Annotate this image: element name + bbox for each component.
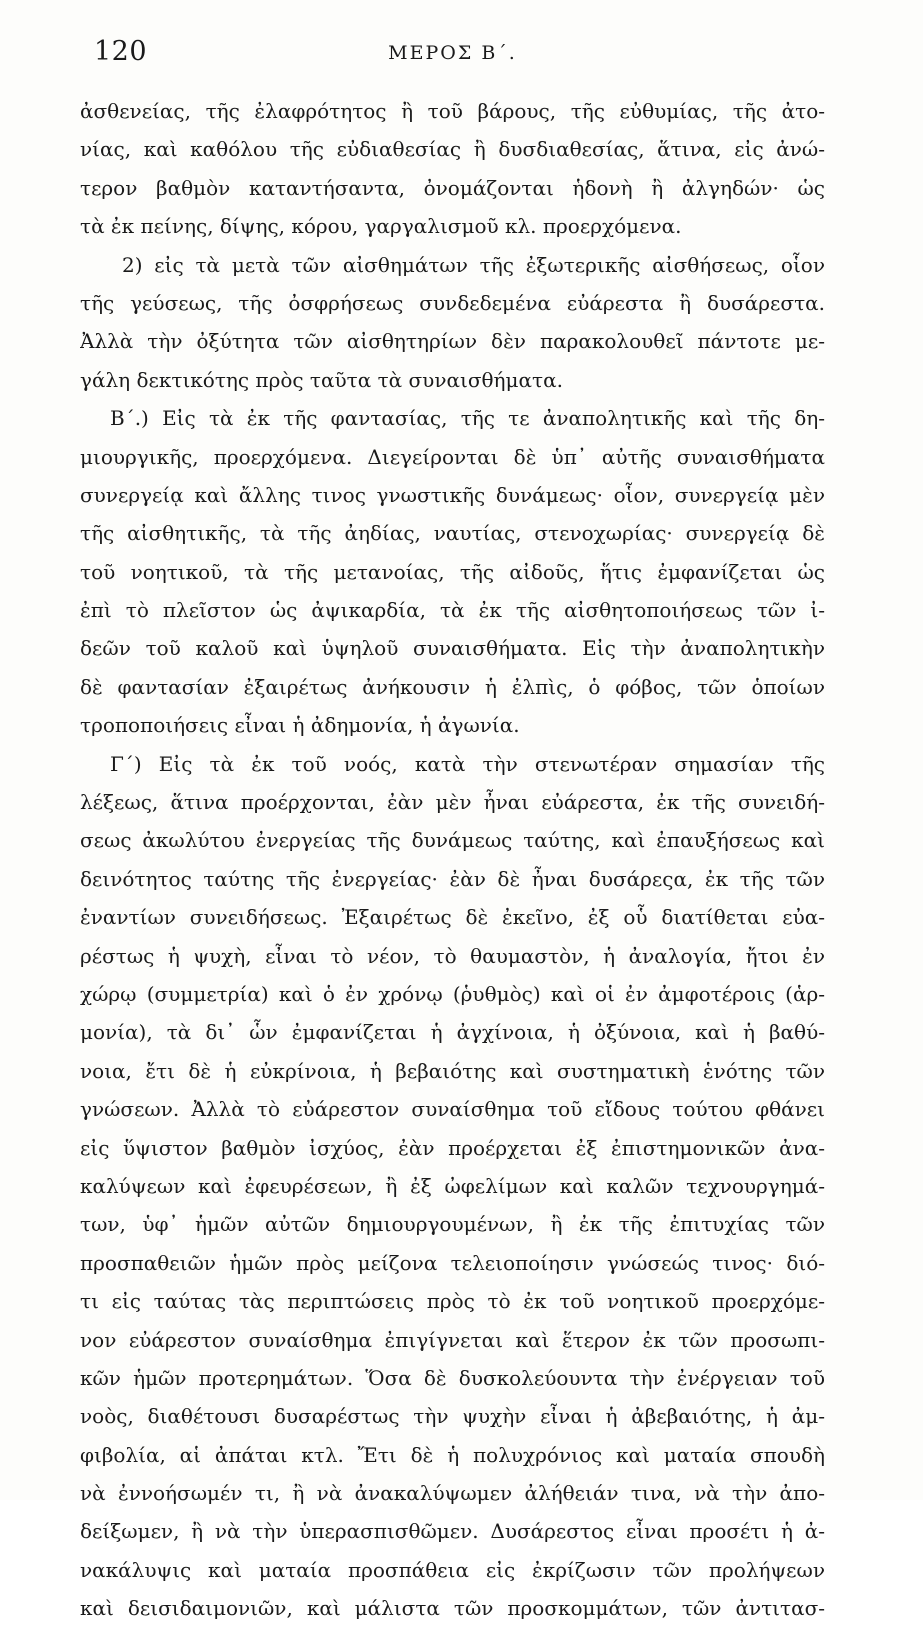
- text-line: γνώσεων. Ἀλλὰ τὸ εὐάρεστον συναίσθημα τοῦ εἴδους τούτου φθάνει: [80, 1097, 825, 1122]
- text-line: Γ΄) Εἰς τὰ ἐκ τοῦ νοός, κατὰ τὴν στενωτέραν σημασίαν τῆς: [110, 751, 825, 776]
- text-line: δεῶν τοῦ καλοῦ καὶ ὑψηλοῦ συναισθήματα. Εἰς τὴν ἀναπολητικὴν: [80, 636, 825, 661]
- text-line: λέξεως, ἅτινα προέρχονται, ἐὰν μὲν ἦναι εὐάρεστα, ἐκ τῆς συνειδή-: [80, 790, 825, 815]
- text-line: τοῦ νοητικοῦ, τὰ τῆς μετανοίας, τῆς αἰδοῦς, ἥτις ἐμφανίζεται ὡς: [80, 559, 825, 584]
- page-number: 120: [94, 36, 148, 67]
- text-line: τῆς αἰσθητικῆς, τὰ τῆς ἀηδίας, ναυτίας, στενοχωρίας· συνεργείᾳ δὲ: [80, 521, 825, 546]
- text-line: σεως ἀκωλύτου ἐνεργείας τῆς δυνάμεως ταύτης, καὶ ἐπαυξήσεως καὶ: [80, 828, 825, 853]
- text-line: νοια, ἔτι δὲ ἡ εὐκρίνοια, ἡ βεβαιότης καὶ συστηματικὴ ἑνότης τῶν: [80, 1058, 825, 1083]
- body-text: [80, 92, 825, 1628]
- text-line: ἀσθενείας, τῆς ἐλαφρότητος ἢ τοῦ βάρους, τῆς εὐθυμίας, τῆς ἀτο-: [80, 99, 825, 123]
- page-header: [80, 36, 825, 76]
- text-line: γάλη δεκτικότης πρὸς ταῦτα τὰ συναισθήματα.: [80, 367, 563, 392]
- text-line: τροποποιήσεις εἶναι ἡ ἀδημονία, ἡ ἀγωνία.: [80, 713, 520, 738]
- text-line: ρέστως ἡ ψυχὴ, εἶναι τὸ νέον, τὸ θαυμαστὸν, ἡ ἀναλογία, ἤτοι ἐν: [80, 943, 825, 968]
- text-line: καλύψεων καὶ ἐφευρέσεων, ἢ ἐξ ὠφελίμων καὶ καλῶν τεχνουργημά-: [80, 1173, 825, 1198]
- text-line: εἰς ὕψιστον βαθμὸν ἰσχύος, ἐὰν προέρχεται ἐξ ἐπιστημονικῶν ἀνα-: [80, 1135, 825, 1160]
- text-line: νὰ ἐννοήσωμέν τι, ἢ νὰ ἀνακαλύψωμεν ἀλήθειάν τινα, νὰ τὴν ἀπο-: [80, 1481, 825, 1506]
- text-line: χώρῳ (συμμετρία) καὶ ὁ ἐν χρόνῳ (ῥυθμὸς) καὶ οἱ ἐν ἀμφοτέροις (ἁρ-: [80, 981, 825, 1006]
- text-line: μονία), τὰ δι᾽ ὧν ἐμφανίζεται ἡ ἀγχίνοια, ἡ ὀξύνοια, καὶ ἡ βαθύ-: [80, 1020, 825, 1045]
- running-title: ΜΕΡΟΣ Β΄.: [388, 42, 517, 64]
- text-line: ἐναντίων συνειδήσεως. Ἐξαιρέτως δὲ ἐκεῖνο, ἐξ οὗ διατίθεται εὐα-: [80, 905, 825, 930]
- text-line: προσπαθειῶν ἡμῶν πρὸς μείζονα τελειοποίησιν γνώσεώς τινος· διό-: [80, 1250, 825, 1275]
- text-line: νίας, καὶ καθόλου τῆς εὐδιαθεσίας ἢ δυσδιαθεσίας, ἅτινα, εἰς ἀνώ-: [80, 137, 825, 162]
- text-line: των, ὑφ᾽ ἡμῶν αὐτῶν δημιουργουμένων, ἢ ἐκ τῆς ἐπιτυχίας τῶν: [80, 1212, 825, 1237]
- text-line: Ἀλλὰ τὴν ὀξύτητα τῶν αἰσθητηρίων δὲν παρακολουθεῖ πάντοτε με-: [80, 329, 825, 354]
- text-line: μιουργικῆς, προερχόμενα. Διεγείρονται δὲ ὑπ᾽ αὐτῆς συναισθήματα: [80, 444, 825, 469]
- text-line: νακάλυψις καὶ ματαία προσπάθεια εἰς ἐκρίζωσιν τῶν προλήψεων: [80, 1557, 825, 1582]
- text-line: δεινότητος ταύτης τῆς ἐνεργείας· ἐὰν δὲ ἦναι δυσάρεςα, ἐκ τῆς τῶν: [80, 866, 825, 891]
- text-line: νον εὐάρεστον συναίσθημα ἐπιγίγνεται καὶ ἕτερον ἐκ τῶν προσωπι-: [80, 1327, 825, 1352]
- text-line: καὶ δεισιδαιμονιῶν, καὶ μάλιστα τῶν προσκομμάτων, τῶν ἀντιτασ-: [80, 1596, 825, 1621]
- text-line: νοὸς, διαθέτουσι δυσαρέστως τὴν ψυχὴν εἶναι ἡ ἀβεβαιότης, ἡ ἀμ-: [80, 1404, 825, 1429]
- text-line: κῶν ἡμῶν προτερημάτων. Ὅσα δὲ δυσκολεύουντα τὴν ἐνέργειαν τοῦ: [80, 1365, 825, 1390]
- text-line: τὰ ἐκ πείνης, δίψης, κόρου, γαργαλισμοῦ κλ. προερχόμενα.: [80, 214, 682, 239]
- text-line: τερον βαθμὸν καταντήσαντα, ὀνομάζονται ἡδονὴ ἢ ἀλγηδών· ὡς: [80, 175, 825, 200]
- text-line: ἐπὶ τὸ πλεῖστον ὡς ἀψικαρδία, τὰ ἐκ τῆς αἰσθητοποιήσεως τῶν ἰ-: [80, 598, 825, 623]
- text-line: 2) εἰς τὰ μετὰ τῶν αἰσθημάτων τῆς ἐξωτερικῆς αἰσθήσεως, οἷον: [122, 252, 825, 277]
- text-line: δὲ φαντασίαν ἐξαιρέτως ἀνήκουσιν ἡ ἐλπὶς, ὁ φόβος, τῶν ὁποίων: [80, 674, 825, 699]
- text-line: συνεργείᾳ καὶ ἄλλης τινος γνωστικῆς δυνάμεως· οἷον, συνεργείᾳ μὲν: [80, 482, 825, 507]
- text-line: δείξωμεν, ἢ νὰ τὴν ὑπερασπισθῶμεν. Δυσάρεστος εἶναι προσέτι ἡ ἀ-: [80, 1519, 825, 1544]
- text-line: Β΄.) Εἰς τὰ ἐκ τῆς φαντασίας, τῆς τε ἀναπολητικῆς καὶ τῆς δη-: [110, 406, 825, 431]
- text-line: τι εἰς ταύτας τὰς περιπτώσεις πρὸς τὸ ἐκ τοῦ νοητικοῦ προερχόμε-: [80, 1289, 825, 1314]
- text-line: τῆς γεύσεως, τῆς ὀσφρήσεως συνδεδεμένα εὐάρεστα ἢ δυσάρεστα.: [80, 290, 825, 315]
- text-line: φιβολία, αἱ ἀπάται κτλ. Ἔτι δὲ ἡ πολυχρόνιος καὶ ματαία σπουδὴ: [80, 1442, 825, 1467]
